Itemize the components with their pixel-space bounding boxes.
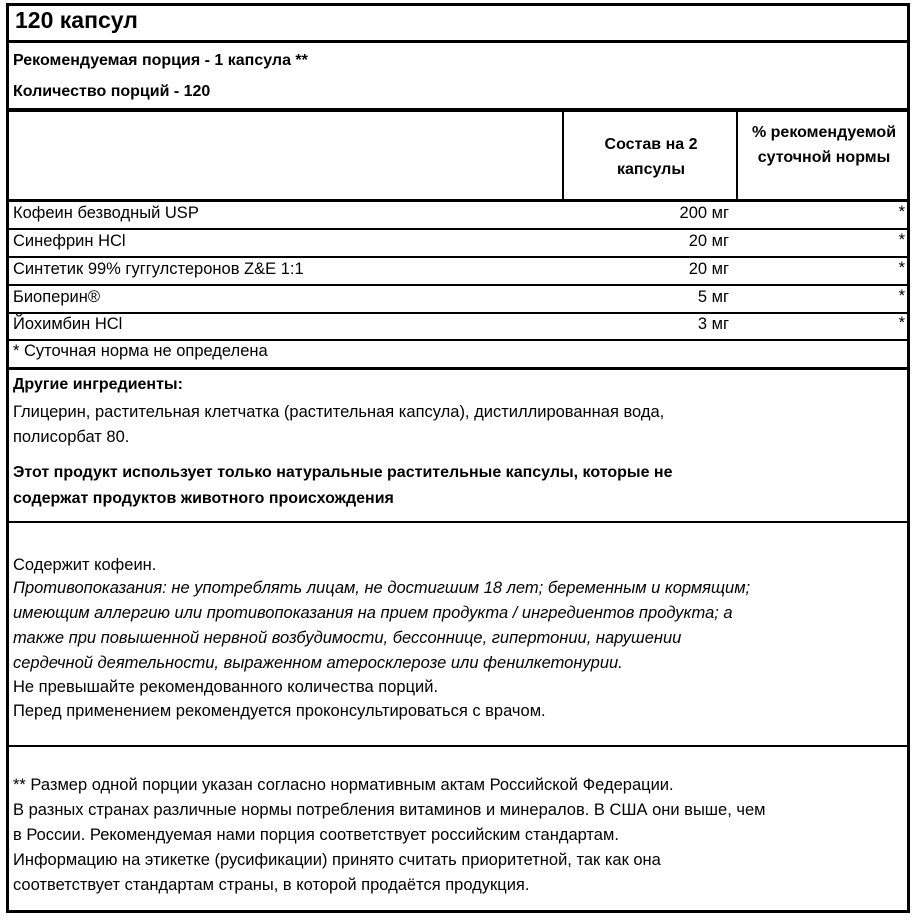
consult-doctor-warning: Перед применением рекомендуется проконсультироваться с врачом. xyxy=(13,702,546,720)
ingredient-daily-value: * xyxy=(898,287,905,305)
ingredient-name: Синефрин HCl xyxy=(13,232,126,250)
table-row xyxy=(9,313,907,339)
contraindications-text: имеющим аллергию или противопоказания на прием продукта / ингредиентов продукта; а xyxy=(13,604,733,622)
serving-size: Рекомендуемая порция - 1 капсула ** xyxy=(13,52,308,69)
ingredient-daily-value: * xyxy=(898,314,905,332)
ingredient-name: Кофеин безводный USP xyxy=(13,204,199,222)
table-row xyxy=(9,230,907,256)
contraindications-text: также при повышенной нервной возбудимости, бессоннице, гипертонии, нарушении xyxy=(13,629,682,647)
caffeine-warning: Содержит кофеин. xyxy=(13,556,157,574)
ingredient-amount: 20 мг xyxy=(688,260,729,278)
ingredient-amount: 3 мг xyxy=(697,315,729,333)
header-daily-value: % рекомендуемой суточной нормы xyxy=(751,124,897,166)
supplement-facts-panel xyxy=(6,3,910,913)
other-ingredients-text: Глицерин, растительная клетчатка (растительная капсула), дистиллированная вода, xyxy=(13,403,665,421)
divider xyxy=(9,745,907,747)
table-row xyxy=(9,286,907,312)
servings-count: Количество порций - 120 xyxy=(13,83,211,100)
divider xyxy=(9,521,907,523)
column-divider xyxy=(736,112,738,199)
footer-note: соответствует стандартам страны, в которой продаётся продукция. xyxy=(13,876,530,894)
natural-capsule-note: Этот продукт использует только натуральные растительные капсулы, которые не xyxy=(13,464,673,481)
table-row xyxy=(9,202,907,228)
table-row xyxy=(9,258,907,284)
ingredient-amount: 200 мг xyxy=(679,204,729,222)
footer-note: ** Размер одной порции указан согласно нормативным актам Российской Федерации. xyxy=(13,776,674,794)
contraindications-text: Противопоказания: не употреблять лицам, не достигшим 18 лет; беременным и кормящим; xyxy=(13,579,751,597)
footer-note: в России. Рекомендуемая нами порция соответствует российским стандартам. xyxy=(13,826,619,844)
ingredient-amount: 5 мг xyxy=(697,288,729,306)
ingredient-name: Йохимбин HCl xyxy=(13,315,123,333)
dosage-warning: Не превышайте рекомендованного количества порций. xyxy=(13,678,439,696)
divider xyxy=(9,339,907,341)
footer-note: Информацию на этикетке (русификации) принято считать приоритетной, так как она xyxy=(13,851,661,869)
footer-note: В разных странах различные нормы потребления витаминов и минералов. В США они выше, чем xyxy=(13,801,766,819)
daily-value-footnote: * Суточная норма не определена xyxy=(13,342,268,360)
divider xyxy=(9,108,907,112)
header-amount: Состав на 2 капсулы xyxy=(604,136,698,178)
divider xyxy=(9,367,907,370)
ingredient-daily-value: * xyxy=(898,259,905,277)
ingredient-name: Биоперин® xyxy=(13,288,100,306)
ingredient-daily-value: * xyxy=(898,203,905,221)
panel-title: 120 капсул xyxy=(15,7,138,33)
divider xyxy=(9,40,907,43)
other-ingredients-heading: Другие ингредиенты: xyxy=(13,376,183,393)
column-divider xyxy=(562,112,564,199)
natural-capsule-note: содержат продуктов животного происхождения xyxy=(13,490,394,507)
ingredient-daily-value: * xyxy=(898,231,905,249)
ingredient-name: Синтетик 99% гуггулстеронов Z&E 1:1 xyxy=(13,260,304,278)
ingredient-amount: 20 мг xyxy=(688,232,729,250)
contraindications-text: сердечной деятельности, выраженном атеросклерозе или фенилкетонурии. xyxy=(13,654,623,672)
other-ingredients-text: полисорбат 80. xyxy=(13,428,130,446)
